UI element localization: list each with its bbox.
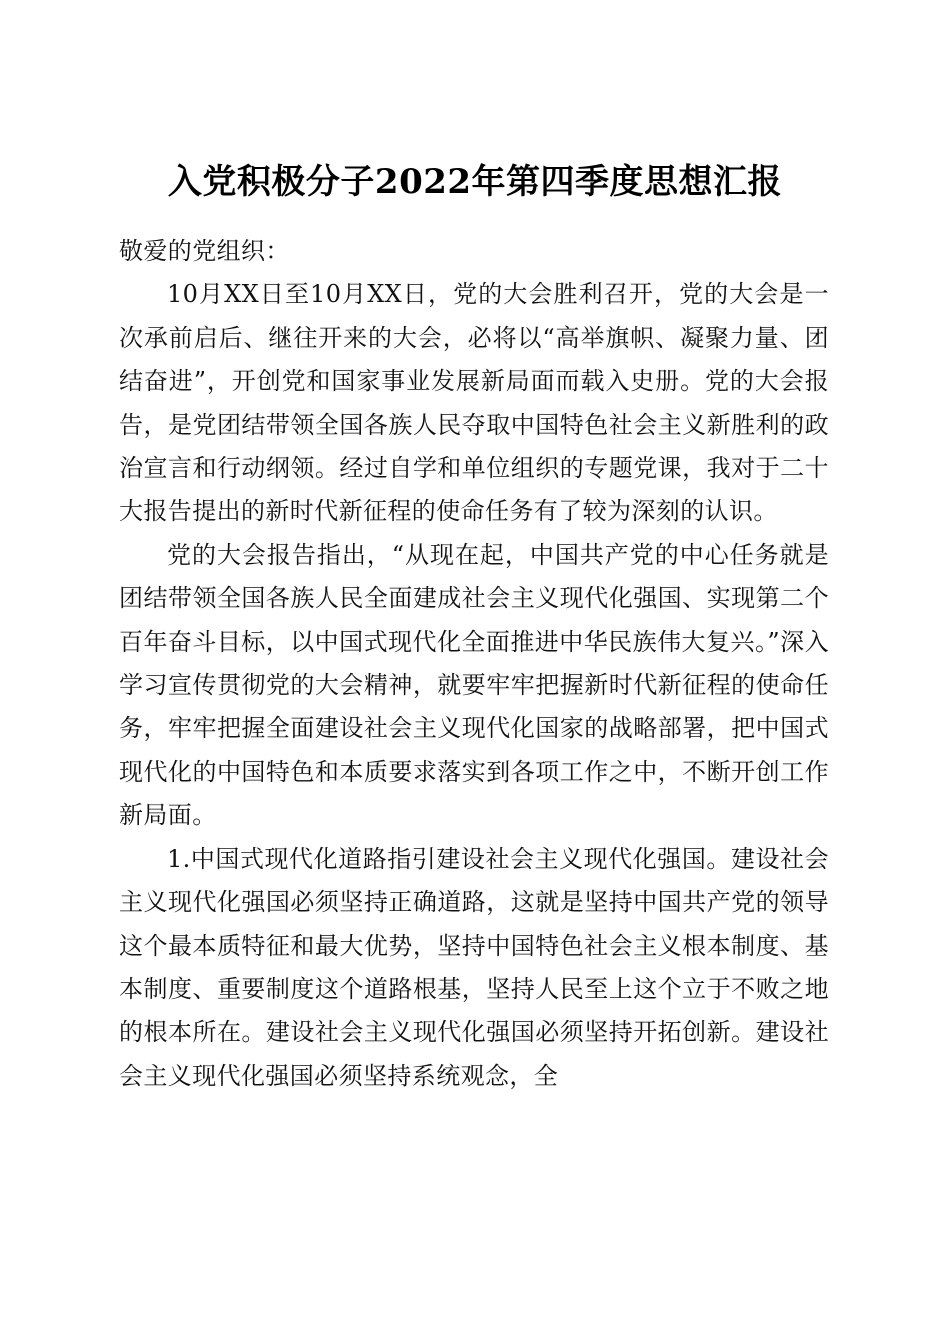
paragraph-1: 10月XX日至10月XX日，党的大会胜利召开，党的大会是一次承前启后、继往开来的大会，必将以“高举旗帜、凝聚力量、团结奋进”，开创党和国家事业发展新局面而载入史册。党的大会报告，是党团结带领全国各族人民夺取中国特色社会主义新胜利的政治宣言和行动纲领。经过自学和单位组织的专题党课，我对于二十大报告提出的新时代新征程的使命任务有了较为深刻的认识。 <box>119 280 829 526</box>
paragraph-3: 1.中国式现代化道路指引建设社会主义现代化强国。建设社会主义现代化强国必须坚持正确道路，这就是坚持中国共产党的领导这个最本质特征和最大优势，坚持中国特色社会主义根本制度、基本制度、重要制度这个道路根基，坚持人民至上这个立于不败之地的根本所在。建设社会主义现代化强国必须坚持开拓创新。建设社会主义现代化强国必须坚持系统观念，全 <box>119 844 829 1090</box>
salutation: 敬爱的党组织： <box>119 237 290 265</box>
document-title: 入党积极分子2022年第四季度思想汇报 <box>167 161 783 202</box>
paragraph-2: 党的大会报告指出，“从现在起，中国共产党的中心任务就是团结带领全国各族人民全面建成社会主义现代化强国、实现第二个百年奋斗目标，以中国式现代化全面推进中华民族伟大复兴。”深入学习宣传贯彻党的大会精神，就要牢牢把握新时代新征程的使命任务，牢牢把握全面建设社会主义现代化国家的战略部署，把中国式现代化的中国特色和本质要求落实到各项工作之中，不断开创工作新局面。 <box>119 540 829 830</box>
document-body <box>119 230 829 1098</box>
